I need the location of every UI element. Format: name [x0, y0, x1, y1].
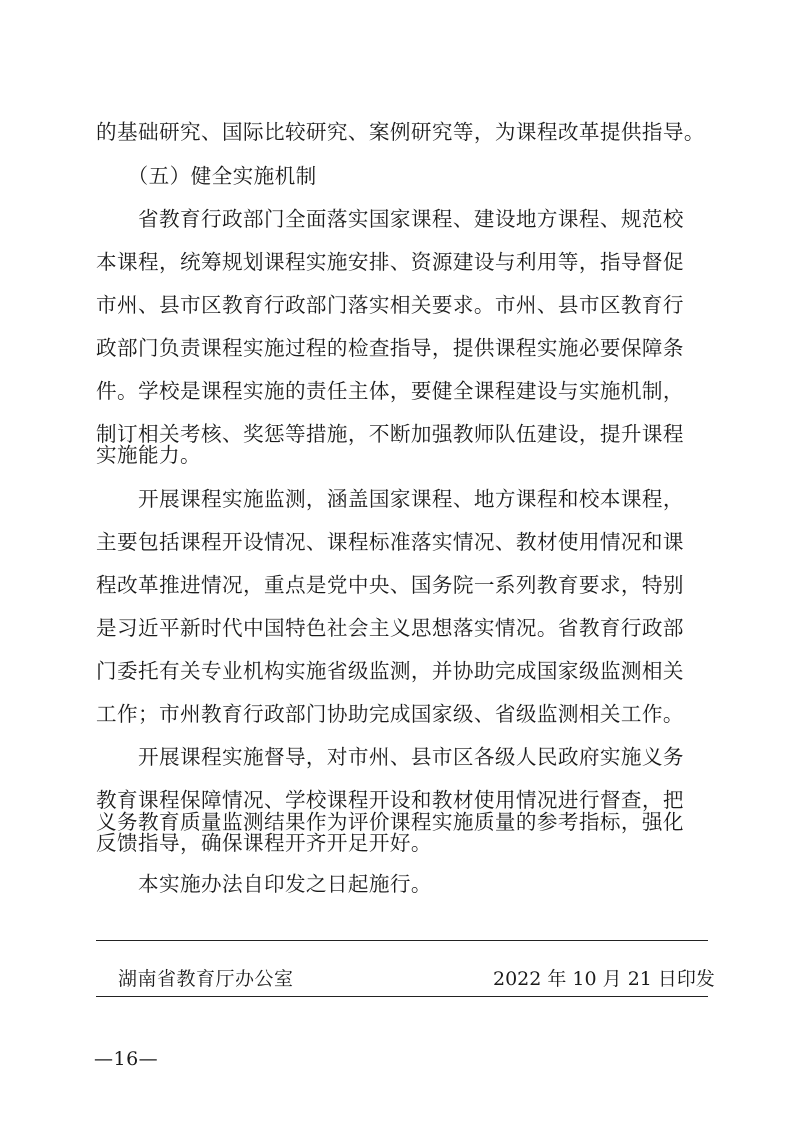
footer-date: 2022 年 10 月 21 日印发 — [493, 968, 715, 990]
body-line: 工作；市州教育行政部门协助完成国家级、省级监测相关工作。 — [96, 702, 684, 726]
body-line: 政部门负责课程实施过程的检查指导，提供课程实施必要保障条 — [96, 336, 684, 360]
footer-top-rule — [96, 940, 708, 941]
body-line: 主要包括课程开设情况、课程标准落实情况、教材使用情况和课 — [96, 530, 684, 554]
body-line: 反馈指导，确保课程开齐开足开好。 — [96, 831, 432, 855]
body-line: 义务教育质量监测结果作为评价课程实施质量的参考指标，强化 — [96, 810, 684, 834]
footer-bottom-rule — [96, 996, 708, 997]
body-line: 本课程，统筹规划课程实施安排、资源建设与利用等，指导督促 — [96, 250, 684, 274]
page-number: —16— — [94, 1048, 159, 1070]
body-line: 市州、县市区教育行政部门落实相关要求。市州、县市区教育行 — [96, 293, 684, 317]
body-line: 件。学校是课程实施的责任主体，要健全课程建设与实施机制， — [96, 379, 684, 403]
body-line: 实施能力。 — [96, 443, 201, 467]
body-line: （五）健全实施机制 — [96, 164, 317, 188]
body-line: 程改革推进情况，重点是党中央、国务院一系列教育要求，特别 — [96, 573, 684, 597]
body-line: 制订相关考核、奖惩等措施，不断加强教师队伍建设，提升课程 — [96, 422, 684, 446]
body-line: 的基础研究、国际比较研究、案例研究等，为课程改革提供指导。 — [96, 120, 705, 144]
body-line: 开展课程实施监测，涵盖国家课程、地方课程和校本课程， — [96, 487, 684, 511]
body-line: 教育课程保障情况、学校课程开设和教材使用情况进行督查，把 — [96, 788, 684, 812]
body-line: 本实施办法自印发之日起施行。 — [96, 872, 432, 896]
body-line: 开展课程实施督导，对市州、县市区各级人民政府实施义务 — [96, 745, 684, 769]
footer-issuer: 湖南省教育厅办公室 — [118, 968, 294, 990]
body-line: 省教育行政部门全面落实国家课程、建设地方课程、规范校 — [96, 207, 684, 231]
body-line: 门委托有关专业机构实施省级监测，并协助完成国家级监测相关 — [96, 659, 684, 683]
body-line: 是习近平新时代中国特色社会主义思想落实情况。省教育行政部 — [96, 616, 684, 640]
